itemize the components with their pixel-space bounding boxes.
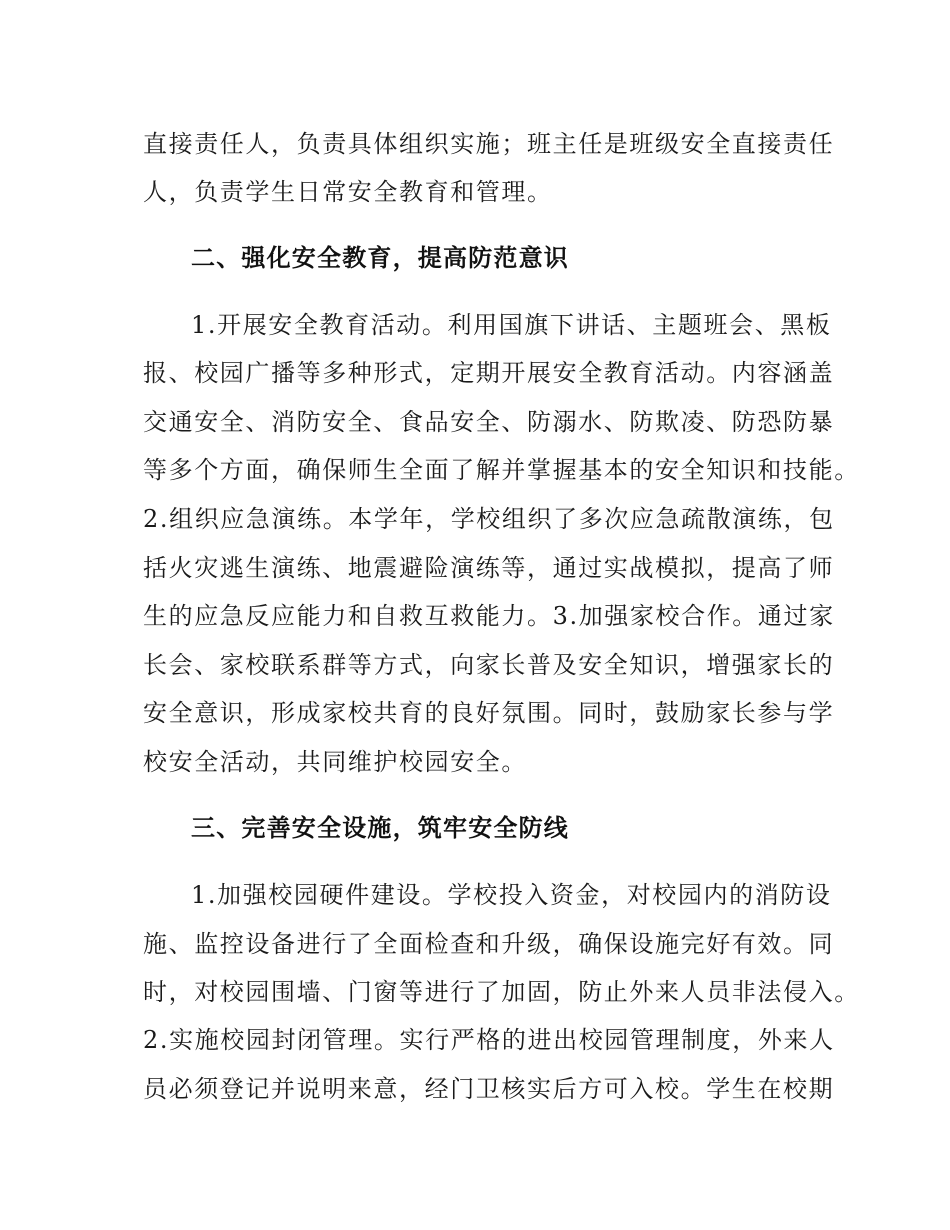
- body-text-line: 等多个方面，确保师生全面了解并掌握基本的安全知识和技能。: [143, 456, 860, 484]
- body-text-line: 员必须登记并说明来意，经门卫核实后方可入校。学生在校期: [143, 1075, 835, 1103]
- body-text-line: 校安全活动，共同维护校园安全。: [143, 748, 527, 776]
- body-text-line: 施、监控设备进行了全面检查和升级，确保设施完好有效。同: [143, 930, 835, 958]
- body-text-line: 交通安全、消防安全、食品安全、防溺水、防欺凌、防恐防暴: [143, 408, 835, 436]
- body-text-line: 1.开展安全教育活动。利用国旗下讲话、主题班会、黑板: [191, 311, 832, 339]
- body-text-line: 时，对校园围墙、门窗等进行了加固，防止外来人员非法侵入。: [143, 978, 860, 1006]
- body-text-line: 括火灾逃生演练、地震避险演练等，通过实战模拟，提高了师: [143, 554, 835, 582]
- body-text-line: 人，负责学生日常安全教育和管理。: [143, 178, 553, 206]
- body-text-line: 2.组织应急演练。本学年，学校组织了多次应急疏散演练，包: [143, 505, 835, 533]
- body-text-line: 1.加强校园硬件建设。学校投入资金，对校园内的消防设: [191, 881, 832, 909]
- section-heading-3: 三、完善安全设施，筑牢安全防线: [191, 814, 569, 842]
- body-text-line: 报、校园广播等多种形式，定期开展安全教育活动。内容涵盖: [143, 359, 835, 387]
- section-heading-2: 二、强化安全教育，提高防范意识: [191, 244, 569, 272]
- body-text-line: 生的应急反应能力和自救互救能力。3.加强家校合作。通过家: [143, 602, 835, 630]
- body-text-line: 直接责任人，负责具体组织实施；班主任是班级安全直接责任: [143, 130, 835, 158]
- body-text-line: 长会、家校联系群等方式，向家长普及安全知识，增强家长的: [143, 651, 835, 679]
- body-text-line: 2.实施校园封闭管理。实行严格的进出校园管理制度，外来人: [143, 1026, 835, 1054]
- body-text-line: 安全意识，形成家校共育的良好氛围。同时，鼓励家长参与学: [143, 699, 835, 727]
